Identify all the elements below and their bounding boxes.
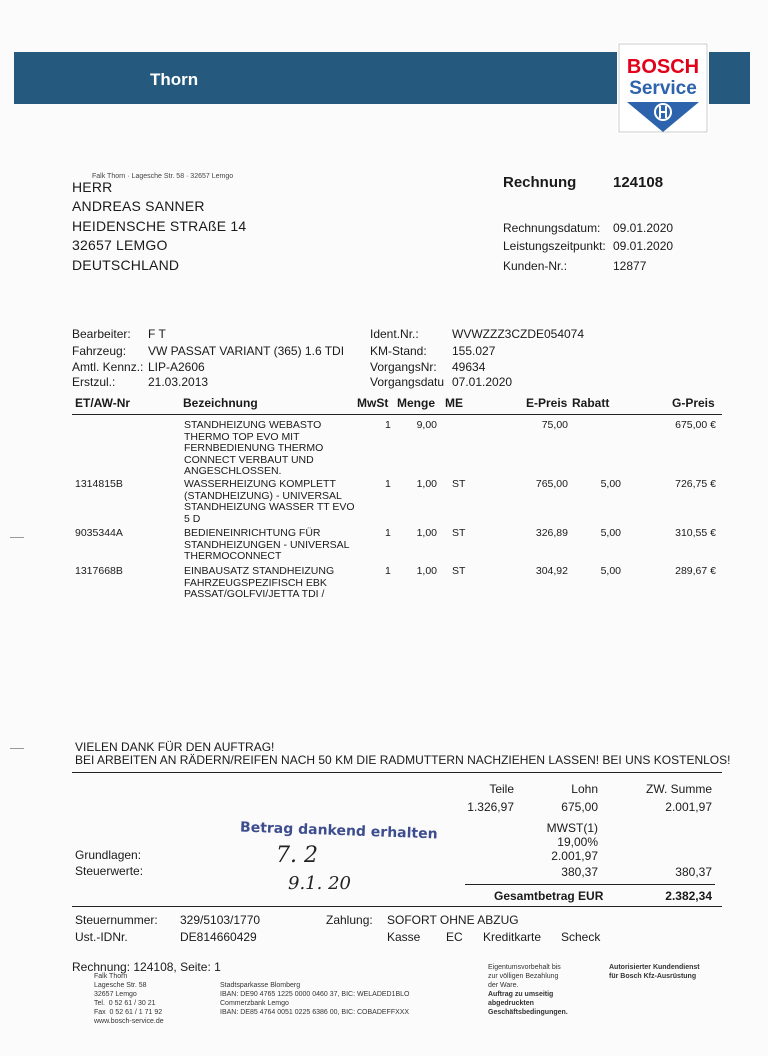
- col-header-bezeichnung: Bezeichnung: [183, 396, 258, 410]
- zw-summe-value: 2.001,97: [665, 800, 712, 814]
- steuerwerte-value: 380,37: [561, 865, 598, 879]
- row-gpreis: 675,00 €: [675, 419, 716, 431]
- row-description: STANDHEIZUNG WEBASTO THERMO TOP EVO MIT FERNBEDIENUNG THERMO CONNECT VERBAUT UND ANGESCHLOSSEN.: [184, 419, 324, 477]
- row-description: BEDIENEINRICHTUNG FÜR STANDHEIZUNGEN - UNIVERSAL THERMOCONNECT: [184, 527, 350, 562]
- zw-summe-label: ZW. Summe: [645, 782, 712, 796]
- ident-label: Ident.Nr.:: [370, 327, 419, 341]
- recipient-street: HEIDENSCHE STRAßE 14: [72, 218, 247, 234]
- mwst-label: MWST(1): [546, 821, 598, 835]
- notes-rule: [72, 772, 722, 773]
- steuerwerte-label: Steuerwerte:: [75, 864, 144, 878]
- lohn-label: Lohn: [571, 782, 598, 796]
- vorgangsdatum-label: Vorgangsdatu: [370, 375, 445, 389]
- company-name: Thorn: [150, 70, 199, 89]
- invoice-title: Rechnung: [503, 174, 577, 191]
- logo-bosch-text: BOSCH: [626, 56, 700, 78]
- paid-stamp: Betrag dankend erhalten: [239, 819, 438, 843]
- row-gpreis: 310,55 €: [675, 527, 716, 539]
- page-reference: Rechnung: 124108, Seite: 1: [72, 960, 221, 974]
- vorgang-label: VorgangsNr:: [370, 360, 437, 374]
- row-menge: 9,00: [416, 419, 437, 431]
- row-nr: 1317668B: [75, 565, 123, 577]
- ustid-label: Ust.-IDNr.: [75, 930, 128, 944]
- customer-no: 12877: [613, 259, 647, 273]
- table-header-rule: [72, 414, 722, 415]
- col-header-me: ME: [445, 396, 463, 410]
- logo-service-text: Service: [629, 78, 697, 99]
- totals-bottom-rule: [72, 906, 722, 907]
- row-epreis: 304,92: [535, 565, 568, 577]
- bearbeiter-label: Bearbeiter:: [72, 327, 131, 341]
- payment-scheck: Scheck: [561, 930, 601, 944]
- fold-mark: [10, 537, 24, 538]
- row-epreis: 765,00: [535, 478, 568, 490]
- row-gpreis: 289,67 €: [675, 565, 716, 577]
- payment-ec: EC: [446, 930, 463, 944]
- erstzul-label: Erstzul.:: [72, 375, 116, 389]
- footer-reservation: Eigentumsvorbehalt bis zur völligen Bezahlung der Ware.: [488, 964, 561, 989]
- zahlung-value: SOFORT OHNE ABZUG: [387, 913, 519, 927]
- bearbeiter-value: F T: [148, 327, 166, 341]
- teile-label: Teile: [489, 782, 514, 796]
- km-label: KM-Stand:: [370, 344, 427, 358]
- gesamt-rule: [465, 884, 715, 885]
- row-epreis: 75,00: [541, 419, 568, 431]
- row-me: ST: [452, 527, 466, 539]
- steuernummer-value: 329/5103/1770: [180, 913, 261, 927]
- handwritten-initials: 7. 2: [276, 843, 318, 868]
- recipient-salutation: HERR: [72, 179, 113, 195]
- col-header-rabatt: Rabatt: [572, 396, 610, 410]
- row-menge: 1,00: [416, 478, 437, 490]
- service-date: 09.01.2020: [613, 239, 674, 253]
- invoice-date: 09.01.2020: [613, 221, 674, 235]
- customer-no-label: Kunden-Nr.:: [503, 259, 568, 273]
- fahrzeug-label: Fahrzeug:: [72, 344, 127, 358]
- payment-kasse: Kasse: [387, 930, 421, 944]
- row-mwst: 1: [385, 478, 391, 490]
- steuernummer-label: Steuernummer:: [75, 913, 158, 927]
- row-me: ST: [452, 478, 466, 490]
- footer-company: Falk Thorn Lagesche Str. 58 32657 Lemgo Tel. 0 52 61 / 30 21 Fax 0 52 61 / 1 71 92 www.bosch-service.de: [94, 973, 164, 1025]
- bosch-service-logo: [617, 42, 709, 134]
- handwritten-date: 9.1. 20: [288, 873, 351, 894]
- recipient-city: 32657 LEMGO: [72, 237, 168, 253]
- row-mwst: 1: [385, 527, 391, 539]
- kennzeichen-label: Amtl. Kennz.:: [72, 360, 144, 374]
- fold-mark: [10, 748, 24, 749]
- row-epreis: 326,89: [535, 527, 568, 539]
- vorgangsdatum-value: 07.01.2020: [452, 375, 513, 389]
- row-description: EINBAUSATZ STANDHEIZUNG FAHRZEUGSPEZIFISCH EBK PASSAT/GOLFVI/JETTA TDI /: [184, 565, 335, 600]
- erstzul-value: 21.03.2013: [148, 375, 209, 389]
- col-header-epreis: E-Preis: [526, 396, 568, 410]
- zahlung-label: Zahlung:: [326, 913, 373, 927]
- footer-bank: Stadtsparkasse Blomberg IBAN: DE90 4765 1225 0000 0460 37, BIC: WELADED1BLO Commerzbank Lemgo IBAN: DE85 4764 0051 0225 6386 00, BIC: COBADEFFXXX: [220, 982, 410, 1016]
- recipient-name: ANDREAS SANNER: [72, 198, 205, 214]
- kennzeichen-value: LIP-A2606: [148, 360, 205, 374]
- steuer-sum-value: 380,37: [675, 865, 712, 879]
- fahrzeug-value: VW PASSAT VARIANT (365) 1.6 TDI: [148, 344, 345, 358]
- recipient-country: DEUTSCHLAND: [72, 257, 180, 273]
- footer-terms: Auftrag zu umseitig abgedruckten Geschäftsbedingungen.: [488, 991, 568, 1016]
- row-menge: 1,00: [416, 565, 437, 577]
- row-mwst: 1: [385, 565, 391, 577]
- thanks-note: VIELEN DANK FÜR DEN AUFTRAG!: [75, 740, 275, 754]
- row-gpreis: 726,75 €: [675, 478, 716, 490]
- mwst-rate: 19,00%: [557, 835, 598, 849]
- km-value: 155.027: [452, 344, 496, 358]
- row-mwst: 1: [385, 419, 391, 431]
- grundlagen-label: Grundlagen:: [75, 848, 142, 862]
- ident-value: WVWZZZ3CZDE054074: [452, 327, 585, 341]
- gesamt-value: 2.382,34: [665, 889, 712, 903]
- invoice-date-label: Rechnungsdatum:: [503, 221, 601, 235]
- sender-line: Falk Thorn · Lagesche Str. 58 · 32657 Lemgo: [92, 173, 234, 180]
- row-rabatt: 5,00: [600, 527, 621, 539]
- lohn-value: 675,00: [561, 800, 598, 814]
- grundlagen-value: 2.001,97: [551, 849, 598, 863]
- row-me: ST: [452, 565, 466, 577]
- col-header-menge: Menge: [397, 396, 436, 410]
- service-date-label: Leistungszeitpunkt:: [503, 239, 606, 253]
- ustid-value: DE814660429: [180, 930, 257, 944]
- wheel-note: BEI ARBEITEN AN RÄDERN/REIFEN NACH 50 KM DIE RADMUTTERN NACHZIEHEN LASSEN! BEI UNS KOSTENLOS!: [75, 753, 731, 767]
- row-nr: 1314815B: [75, 478, 123, 490]
- col-header-nr: ET/AW-Nr: [75, 396, 131, 410]
- vorgang-value: 49634: [452, 360, 486, 374]
- invoice-number: 124108: [613, 174, 664, 191]
- gesamt-label: Gesamtbetrag EUR: [494, 889, 604, 903]
- payment-kreditkarte: Kreditkarte: [483, 930, 542, 944]
- row-description: WASSERHEIZUNG KOMPLETT (STANDHEIZUNG) - UNIVERSAL STANDHEIZUNG WASSER TT EVO 5 D: [184, 478, 355, 525]
- col-header-gpreis: G-Preis: [672, 396, 715, 410]
- row-rabatt: 5,00: [600, 478, 621, 490]
- teile-value: 1.326,97: [467, 800, 514, 814]
- col-header-mwst: MwSt: [357, 396, 389, 410]
- row-menge: 1,00: [416, 527, 437, 539]
- footer-authorized: Autorisierter Kundendienst für Bosch Kfz-Ausrüstung: [609, 964, 700, 980]
- row-rabatt: 5,00: [600, 565, 621, 577]
- row-nr: 9035344A: [75, 527, 123, 539]
